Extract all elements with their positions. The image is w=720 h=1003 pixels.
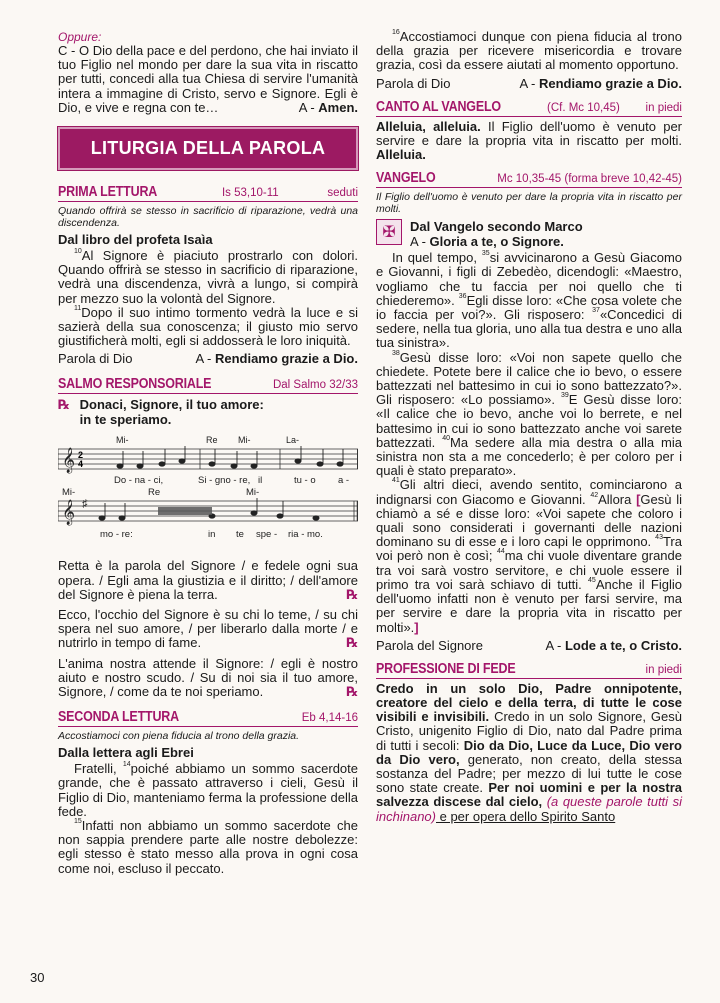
canto-text: Alleluia, alleluia. Il Figlio dell'uomo è venuto per servire e dare la propria vita in riscatto per molti. Alleluia. — [376, 118, 683, 163]
left-column — [58, 30, 358, 876]
vangelo-subtitle: Il Figlio dell'uomo è venuto per dare la propria vita in riscatto per molti. — [376, 191, 682, 216]
prima-source: Dal libro del profeta Isaìa — [58, 232, 213, 248]
chord: Mi- — [246, 487, 260, 499]
salmo-stanza-1: Retta è la parola del Signore / e fedele ogni sua opera. / Egli ama la giustizia e il diritto; / dell'amore del Signore è piena la terra. ℞ — [58, 558, 358, 602]
lyric: Do - na - ci, — [114, 475, 164, 487]
chord: Re — [206, 435, 218, 446]
credo-text: Credo in un solo Dio, Padre onnipotente, creatore del cielo e della terra, di tutte le cose visibili e invisibili. Credo in un solo Signore, Gesù Cristo, unigenito Figlio di Dio, nato dal Padre prima di tutti i secoli: Dio da Dio, Luce da Luce, Dio vero da Dio vero, generato, non creato, della stessa sostanza del Padre; per mezzo di lui tutte le cose sono state create. Per noi uomini e per la nostra salvezza discese dal cielo, (a queste parole tutti si inchinano) e per opera dello Spirito Santo — [376, 680, 683, 824]
lyric: mo - re: — [100, 529, 133, 541]
collect-prayer: C - O Dio della pace e del perdono, che hai inviato il tuo Figlio nel mondo per dare la sua vita in riscatto per tutti, concedi alla tua Chiesa di servire l'umanità intera a immagine di Cristo, servo e Signore. Egli è Dio, e vive e regna con te… A - Amen. — [58, 43, 358, 115]
seconda-response: Parola di Dio A - Rendiamo grazie a Dio. — [376, 75, 682, 91]
chord: Re — [148, 487, 161, 499]
seconda-verse-14: Fratelli, $^{14}$poiché abbiamo un sommo sacerdote grande, che è passato attraverso i cieli, Gesù il Figlio di Dio, manteniamo ferma la professione della fede. — [58, 761, 359, 819]
vangelo-par-2: $^{38}$Gesù disse loro: «Voi non sapete quello che chiedete. Potete bere il calice che io bevo, o essere battezzati nel battesimo in cui io sono battezzato?». Gli risposero: «Lo possiamo». $^{39}$E Gesù disse loro: «Il calice che io bevo, anche voi lo berrete, e nel battesimo in cui io sono battezzato anche voi sarete battezzati. $^{40}$Ma sedere alla mia destra o alla mia sinistra non sta a me concederlo; è per coloro per i quali è stato preparato». — [376, 349, 682, 479]
sharp-icon: ♯ — [82, 498, 88, 511]
notes-line-1 — [117, 459, 344, 469]
salmo-header: SALMO RESPONSORIALE Dal Salmo 32/33 — [58, 376, 358, 393]
chord: Mi- — [116, 435, 129, 446]
salmo-stanza-3: L'anima nostra attende il Signore: / egli è nostro aiuto e nostro scudo. / Su di noi sia il tuo amore, Signore, / come da te noi speriamo. ℞ — [58, 655, 358, 700]
seconda-subtitle: Accostiamoci con piena fiducia al trono della grazia. — [58, 730, 300, 743]
svg-text:2: 2 — [78, 450, 84, 461]
prima-response: Parola di Dio A - Rendiamo grazie a Dio. — [58, 351, 358, 367]
section-banner: LITURGIA DELLA PAROLA — [58, 127, 358, 170]
seconda-source: Dalla lettera agli Ebrei — [58, 745, 194, 761]
vangelo-intro: ✠ Dal Vangelo secondo Marco A - Gloria a te, o Signore. — [376, 219, 682, 249]
lyric: a - — [338, 475, 350, 487]
seconda-verse-15: $^{15}$Infatti non abbiamo un sommo sacerdote che non sappia prendere parte alle nostre debolezze: egli stesso è stato messo alla prova in ogni cosa come noi, escluso il peccato. — [58, 818, 358, 876]
seconda-verse-16: $^{16}$Accostiamoci dunque con piena fiducia al trono della grazia per ricevere misericordia e trovare grazia, così da essere aiutati al momento opportuno. — [376, 29, 682, 73]
prima-lettura-header: PRIMA LETTURA Is 53,10-11 seduti — [58, 184, 358, 201]
chord: La- — [286, 435, 300, 446]
lyric: in — [208, 529, 216, 541]
svg-text:4: 4 — [78, 459, 84, 470]
prima-subtitle: Quando offrirà se stesso in sacrificio di riparazione, vedrà una discendenza. — [58, 205, 358, 230]
salmo-stanza-2: Ecco, l'occhio del Signore è su chi lo teme, / su chi spera nel suo amore, / per liberarlo dalla morte / e nutrirlo in tempo di fame. ℞ — [58, 607, 358, 651]
lyric: te — [236, 529, 244, 541]
lyric: il — [258, 475, 263, 487]
music-score — [58, 433, 358, 553]
salmo-refrain: ℞ Donaci, Signore, il tuo amore: in te speriamo. — [58, 397, 264, 428]
page-number: 30 — [30, 970, 45, 985]
canto-header: CANTO AL VANGELO (Cf. Mc 10,45) in piedi — [376, 98, 682, 115]
vangelo-header: VANGELO Mc 10,35-45 (forma breve 10,42-45) — [376, 170, 682, 187]
vangelo-response: Parola del Signore A - Lode a te, o Cristo. — [376, 637, 682, 653]
treble-clef-icon: 𝄞 — [62, 447, 76, 473]
alt-label: Oppure: — [58, 30, 102, 44]
treble-clef-icon: 𝄞 — [62, 499, 76, 525]
prima-verse-10: $^{10}$Al Signore è piaciuto prostrarlo con dolori. Quando offrirà se stesso in sacrificio di riparazione, vedrà una discendenza, vivrà a lungo, si compirà per mezzo suo la volontà del Signore. — [58, 248, 358, 306]
right-column — [376, 30, 682, 824]
chord: Mi- — [238, 435, 251, 446]
seconda-lettura-header: SECONDA LETTURA Eb 4,14-16 — [58, 709, 358, 726]
lyric: Si - gno - re, — [198, 475, 251, 487]
vangelo-par-3: $^{41}$Gli altri dieci, avendo sentito, cominciarono a indignarsi con Giacomo e Giovanni. $^{42}$Allora [Gesù li chiamò a sé e disse loro: «Voi sapete che coloro i quali sono considerati i governanti delle nazioni dominano su di esse e i loro capi le opprimono. $^{43}$Tra voi però non è così; $^{44}$ma chi vuole diventare grande tra voi sarà vostro servitore, e chi vuole essere il primo tra voi sarà schiavo di tutti. $^{45}$Anche il Figlio dell'uomo infatti non è venuto per farsi servire, ma per servire e dare la propria vita in riscatto per molti».] — [376, 477, 682, 635]
lyric: spe - — [256, 529, 278, 541]
response-symbol-icon: ℞ — [58, 397, 70, 413]
professione-header: PROFESSIONE DI FEDE in piedi — [376, 660, 682, 677]
chord: Mi- — [62, 487, 76, 499]
vangelo-par-1: In quel tempo, $^{35}$si avvicinarono a Gesù Giacomo e Giovanni, i figli di Zebedèo, dicendogli: «Maestro, vogliamo che tu faccia per noi quello che ti chiederemo». $^{36}$Egli disse loro: «Che cosa volete che io faccia per voi?». Gli risposero: $^{37}$«Concedici di sedere, nella tua gloria, uno alla tua destra e uno alla tua sinistra». — [376, 250, 682, 351]
prima-verse-11: $^{11}$Dopo il suo intimo tormento vedrà la luce e si sazierà della sua conoscenza; il giusto mio servo giustificherà molti, egli si addosserà le loro iniquità. — [58, 304, 358, 349]
cross-icon: ✠ — [376, 219, 402, 245]
lyric: tu - o — [294, 475, 316, 487]
lyric: ria - mo. — [288, 529, 323, 541]
